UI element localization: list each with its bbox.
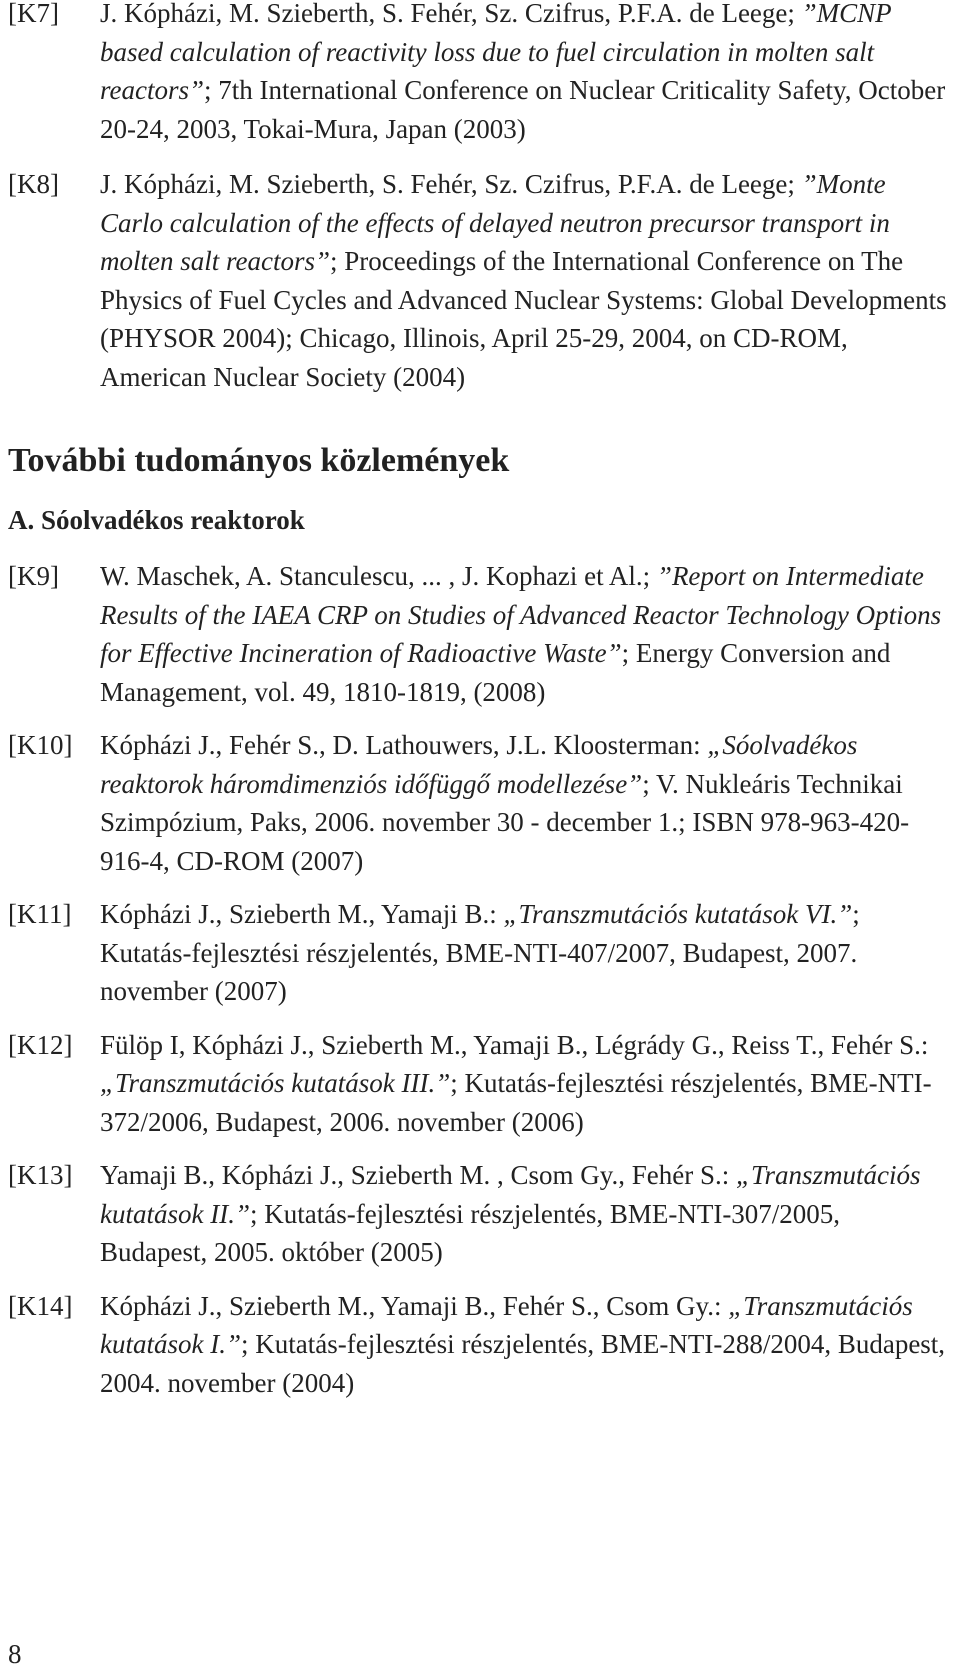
reference-authors: J. Kópházi, M. Szieberth, S. Fehér, Sz. Czifrus, P.F.A. de Leege;	[100, 0, 802, 28]
reference-label: [K13]	[8, 1160, 73, 1190]
reference-title: „Sóolvadékos reaktorok háromdimenziós időfüggő modellezése”	[100, 730, 858, 799]
reference-item	[8, 1026, 953, 1142]
reference-details: ; Energy Conversion and Management, vol. 49, 1810-1819, (2008)	[100, 638, 891, 707]
reference-authors: Yamaji B., Kópházi J., Szieberth M. , Csom Gy., Fehér S.:	[100, 1160, 736, 1190]
reference-details: ; 7th International Conference on Nuclear Criticality Safety, October 20-24, 2003, Tokai-Mura, Japan (2003)	[100, 75, 946, 144]
reference-item	[8, 726, 953, 880]
reference-item	[8, 1156, 953, 1272]
reference-title: „Transzmutációs kutatások II.”	[100, 1160, 921, 1229]
reference-details: ; V. Nukleáris Technikai Szimpózium, Paks, 2006. november 30 - december 1.; ISBN 978-963-420-916-4, CD-ROM (2007)	[100, 768, 910, 876]
reference-label: [K14]	[8, 1290, 73, 1321]
reference-text	[100, 895, 953, 1011]
reference-details: ; Kutatás-fejlesztési részjelentés, BME-NTI-307/2005, Budapest, 2005. október (2005)	[100, 1198, 841, 1267]
reference-text	[100, 0, 953, 148]
reference-label: [K12]	[8, 1029, 73, 1060]
reference-details: ; Proceedings of the International Conference on The Physics of Fuel Cycles and Advanced Nuclear Systems: Global Developments (PHYSOR 2004); Chicago, Illinois, April 25-29, 2004, on CD-ROM, American Nuclear Society (2004)	[100, 246, 947, 392]
section-heading: További tudományos közlemények	[8, 442, 510, 479]
reference-text	[100, 726, 953, 880]
reference-title: „Transzmutációs kutatások VI.”	[503, 899, 853, 929]
reference-title: ”Report on Intermediate Results of the IAEA CRP on Studies of Advanced Reactor Technology Options for Effective Incineration of Radioactive Waste”	[100, 561, 942, 668]
reference-text	[100, 1287, 953, 1403]
reference-authors: J. Kópházi, M. Szieberth, S. Fehér, Sz. Czifrus, P.F.A. de Leege;	[100, 169, 802, 199]
reference-authors: Kópházi J., Fehér S., D. Lathouwers, J.L. Kloosterman:	[100, 730, 708, 760]
reference-label: [K11]	[8, 899, 72, 929]
reference-authors: Kópházi J., Szieberth M., Yamaji B.:	[100, 899, 504, 929]
reference-label: [K8]	[8, 169, 59, 199]
reference-item	[8, 0, 953, 148]
reference-text	[100, 165, 953, 396]
reference-text	[100, 1026, 953, 1142]
reference-item	[8, 165, 953, 396]
subsection-heading: A. Sóolvadékos reaktorok	[8, 505, 305, 535]
reference-title: „Transzmutációs kutatások I.”	[100, 1290, 913, 1359]
reference-item	[8, 1287, 953, 1403]
reference-label: [K10]	[8, 730, 73, 760]
reference-title: „Transzmutációs kutatások III.”	[100, 1068, 451, 1098]
reference-authors: Fülöp I, Kópházi J., Szieberth M., Yamaji B., Légrády G., Reiss T., Fehér S.:	[100, 1029, 929, 1060]
reference-details: ; Kutatás-fejlesztési részjelentés, BME-NTI-372/2006, Budapest, 2006. november (2006)	[100, 1068, 932, 1137]
document-page	[8, 0, 953, 1402]
reference-item	[8, 895, 953, 1011]
reference-text	[100, 1156, 953, 1272]
reference-text	[100, 557, 953, 711]
reference-item	[8, 557, 953, 711]
reference-details: ; Kutatás-fejlesztési részjelentés, BME-NTI-288/2004, Budapest, 2004. november (2004)	[100, 1329, 946, 1398]
reference-title: ”MCNP based calculation of reactivity loss due to fuel circulation in molten salt reactors”	[100, 0, 892, 105]
reference-title: ”Monte Carlo calculation of the effects of delayed neutron precursor transport in molten salt reactors”	[100, 169, 890, 276]
reference-authors: W. Maschek, A. Stanculescu, ... , J. Kophazi et Al.;	[100, 561, 657, 591]
reference-details: ; Kutatás-fejlesztési részjelentés, BME-NTI-407/2007, Budapest, 2007. november (2007)	[100, 899, 860, 1006]
reference-label: [K9]	[8, 561, 59, 591]
reference-label: [K7]	[8, 0, 59, 28]
page-number: 8	[8, 1639, 22, 1669]
reference-authors: Kópházi J., Szieberth M., Yamaji B., Fehér S., Csom Gy.:	[100, 1290, 729, 1321]
